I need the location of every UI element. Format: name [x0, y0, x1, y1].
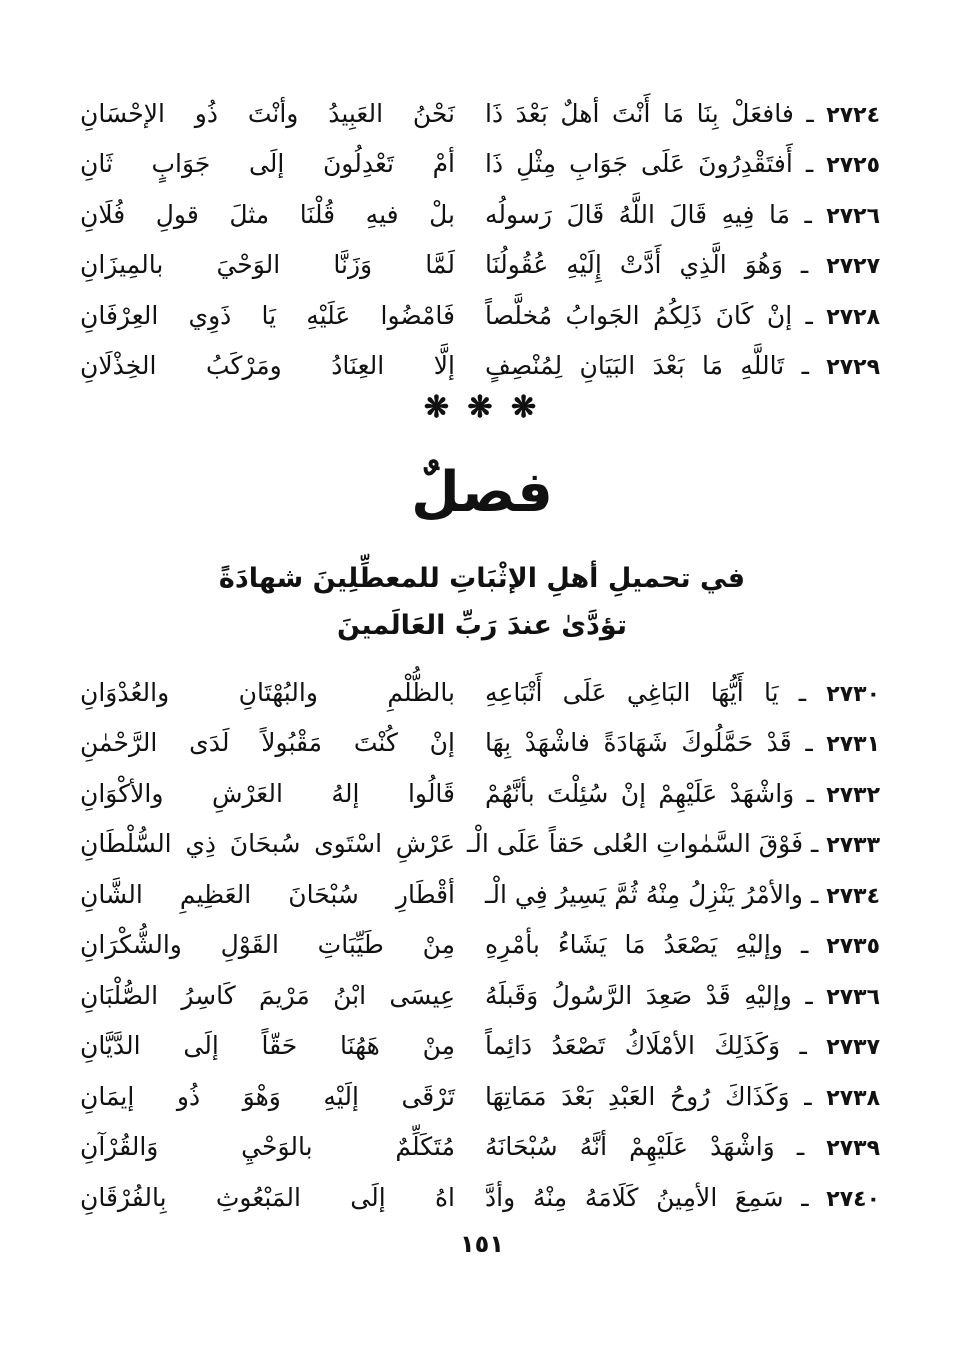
verse-dash: ـ — [782, 930, 827, 960]
verse-row — [80, 341, 880, 392]
verse-second-hemistich: بلْ فيهِ قُلْنَا مثلَ قولِ فُلَانِ — [80, 199, 455, 229]
verse-number: ٢٧٣٥ — [826, 934, 880, 960]
verse-first-hemistich — [485, 1031, 880, 1060]
verse-second-hemistich: تَرْقَى إلَيْهِ وَهْوَ ذُو إيمَانِ — [80, 1081, 455, 1111]
verse-first-text: إنْ كَانَ ذَلِكُمُ الجَوابُ مُخلَّصاً — [485, 300, 793, 330]
verse-row — [80, 869, 880, 920]
verse-dash: ـ — [783, 1182, 827, 1212]
verse-row — [80, 920, 880, 971]
verse-number: ٢٧٣٨ — [826, 1085, 880, 1111]
verse-second-hemistich: قَالُوا إلهُ العَرْشِ والأكْوَانِ — [80, 778, 455, 808]
verse-number: ٢٧٣٩ — [826, 1136, 881, 1162]
verse-number: ٢٧٢٩ — [826, 355, 881, 381]
verse-first-text: يَا أَيُّهَا البَاغِي عَلَى أَتْبَاعِهِ — [485, 677, 779, 707]
verse-second-hemistich: أقْطَارِ سُبْحَانَ العَظِيمِ الشَّانِ — [80, 879, 455, 909]
verse-dash: ـ — [782, 250, 827, 280]
verse-row — [80, 1122, 880, 1173]
verse-number: ٢٧٣٦ — [826, 984, 880, 1010]
verse-row — [80, 768, 880, 819]
verse-first-text: والأمْرُ يَنْزِلُ مِنْهُ ثُمَّ يَسِيرُ فِي الْـ — [485, 879, 803, 909]
verse-first-text: أَفتَقْدِرُونَ عَلَى جَوَابِ مِثْلِ ذَا — [485, 149, 793, 179]
verse-first-hemistich — [485, 930, 880, 959]
verse-row — [80, 88, 880, 139]
verse-first-hemistich — [485, 880, 880, 909]
verse-first-text: وَهُوَ الَّذِي أَدَّتْ إِلَيْهِ عُقُولُنَا — [485, 250, 783, 280]
verse-number: ٢٧٢٤ — [826, 102, 880, 128]
verse-first-hemistich — [485, 678, 880, 707]
verse-dash: ـ — [803, 879, 827, 909]
verse-number: ٢٧٣٠ — [826, 681, 880, 707]
verse-dash: ـ — [780, 1031, 827, 1061]
verse-second-hemistich: مِنْ طَيِّبَاتِ القَوْلِ والشُّكْرَانِ — [80, 930, 455, 960]
verse-second-hemistich: إلَّا العِنَادُ ومَرْكَبُ الخِذْلَانِ — [80, 351, 455, 381]
verse-first-hemistich — [485, 1183, 880, 1212]
verse-second-hemistich: أمْ تَعْدِلُونَ إلَى جَوَابٍ ثَانِ — [80, 149, 455, 179]
verse-number: ٢٧٢٥ — [826, 153, 880, 179]
verse-first-hemistich — [485, 200, 880, 229]
verse-second-hemistich: نَحْنُ العَبِيدُ وأنْتَ ذُو الإحْسَانِ — [80, 98, 455, 128]
verse-dash: ـ — [789, 1081, 827, 1111]
chapter-title-line-2: تؤدَّىٰ عندَ رَبِّ العَالَمينَ — [337, 610, 627, 641]
verse-first-hemistich — [485, 1082, 880, 1111]
verse-second-hemistich: إنْ كُنْتَ مَقْبُولاً لَدَى الرَّحْمٰنِ — [80, 728, 455, 758]
chapter-title-line-1: في تحميلِ أهلِ الإثْبَاتِ للمعطِّلِينَ شهادَةً — [218, 563, 746, 594]
verse-first-text: سَمِعَ الأمِينُ كَلَامَهُ مِنْهُ وأدَّ — [485, 1182, 784, 1212]
verse-second-hemistich: مِنْ هَهُنَا حَقّاً إلَى الدَّيَّانِ — [80, 1031, 455, 1061]
verse-first-text: مَا فِيهِ قَالَ اللَّهُ قَالَ رَسولُه — [485, 199, 790, 229]
verse-first-text: وإليْهِ قَدْ صَعِدَ الرَّسُولُ وَقَبلَهُ — [485, 980, 792, 1010]
verse-first-hemistich — [485, 149, 880, 178]
verse-first-hemistich — [485, 99, 880, 128]
verse-first-text: وَاشْهَدْ عَلَيْهِمْ أنَّهُ سُبْحَانَهُ — [485, 1132, 775, 1162]
verse-block-1 — [80, 88, 880, 391]
verse-second-hemistich: بالظُّلْمِ والبُهْتَانِ والعُدْوَانِ — [80, 677, 455, 707]
verse-number: ٢٧٢٨ — [826, 304, 880, 330]
verse-second-hemistich: عِيسَى ابْنُ مَرْيمَ كَاسِرُ الصُّلْبَانِ — [80, 980, 455, 1010]
verse-dash: ـ — [791, 980, 827, 1010]
verse-second-hemistich: فَامْضُوا عَلَيْهِ يَا ذَوِي العِرْفَانِ — [80, 300, 455, 330]
verse-dash: ـ — [794, 778, 827, 808]
verse-row — [80, 1172, 880, 1223]
verse-dash: ـ — [774, 1132, 827, 1162]
verse-first-hemistich — [485, 981, 880, 1010]
verse-dash: ـ — [778, 677, 827, 707]
verse-first-text: قَدْ حَمَّلُوكَ شَهَادَةً فاشْهَدْ بِهَا — [485, 728, 792, 758]
verse-dash: ـ — [792, 300, 827, 330]
verse-row — [80, 189, 880, 240]
verse-first-hemistich — [485, 779, 880, 808]
verse-row — [80, 1021, 880, 1072]
verse-second-hemistich: مُتَكَلِّمٌ بالوَحْيِ وَالقُرْآنِ — [80, 1132, 455, 1162]
section-separator: ❋ ❋ ❋ — [423, 390, 541, 425]
verse-dash: ـ — [803, 829, 827, 859]
verse-first-hemistich — [466, 829, 880, 859]
verse-first-hemistich — [485, 728, 880, 757]
verse-first-text: وَكَذَلِكَ الأمْلَاكُ تَصْعَدُ دَائِماً — [485, 1031, 781, 1061]
verse-row — [80, 1071, 880, 1122]
verse-dash: ـ — [792, 149, 827, 179]
verse-first-text: تَاللَّهِ مَا بَعْدَ البَيَانِ لِمُنْصِفٍ — [485, 351, 785, 381]
verse-row — [80, 139, 880, 190]
verse-dash: ـ — [784, 351, 827, 381]
verse-row — [80, 970, 880, 1021]
verse-row — [80, 667, 880, 718]
verse-dash: ـ — [793, 98, 827, 128]
verse-row — [80, 290, 880, 341]
verse-first-text: وإليْهِ يَصْعَدُ مَا يَشَاءُ بأمْرِهِ — [485, 930, 783, 960]
verse-first-text: وَاشْهَدْ عَلَيْهِمْ إنْ سُئِلْتَ بأنَّهُمْ — [485, 778, 795, 808]
verse-block-2 — [80, 667, 880, 1223]
verse-first-hemistich — [485, 301, 880, 330]
verse-first-text: فافعَلْ بِنَا مَا أَنْتَ أهلٌ بَعْدَ ذَا — [485, 98, 794, 128]
verse-number: ٢٧٣٧ — [826, 1035, 881, 1061]
verse-second-hemistich: عَرْشِ اسْتَوى سُبحَانَ ذِي السُّلْطَانِ — [80, 829, 455, 859]
verse-number: ٢٧٣١ — [826, 732, 880, 758]
verse-first-hemistich — [485, 351, 880, 380]
verse-number: ٢٧٣٣ — [826, 833, 880, 859]
verse-number: ٢٧٣٤ — [826, 883, 880, 909]
verse-dash: ـ — [789, 199, 827, 229]
verse-row — [80, 819, 880, 870]
verse-row — [80, 718, 880, 769]
section-heading: فصلٌ — [411, 460, 553, 525]
verse-number: ٢٧٣٢ — [826, 782, 880, 808]
verse-first-hemistich — [485, 250, 880, 279]
verse-row — [80, 240, 880, 291]
verse-first-text: وَكَذَاكَ رُوحُ العَبْدِ بَعْدَ مَمَاتِهَا — [485, 1081, 790, 1111]
verse-second-hemistich: لَمَّا وَزَنَّا الوَحْيَ بالمِيزَانِ — [80, 250, 455, 280]
verse-dash: ـ — [791, 728, 827, 758]
verse-first-hemistich — [485, 1132, 880, 1161]
page-number: ١٥١ — [460, 1230, 504, 1258]
verse-second-hemistich: اهُ إلَى المَبْعُوثِ بِالفُرْقَانِ — [80, 1182, 455, 1212]
verse-number: ٢٧٢٧ — [826, 254, 880, 280]
verse-first-text: فَوْقَ السَّمٰواتِ العُلى حَقاً عَلَى الْـ — [466, 829, 804, 859]
verse-number: ٢٧٢٦ — [826, 203, 880, 229]
verse-number: ٢٧٤٠ — [826, 1186, 881, 1212]
